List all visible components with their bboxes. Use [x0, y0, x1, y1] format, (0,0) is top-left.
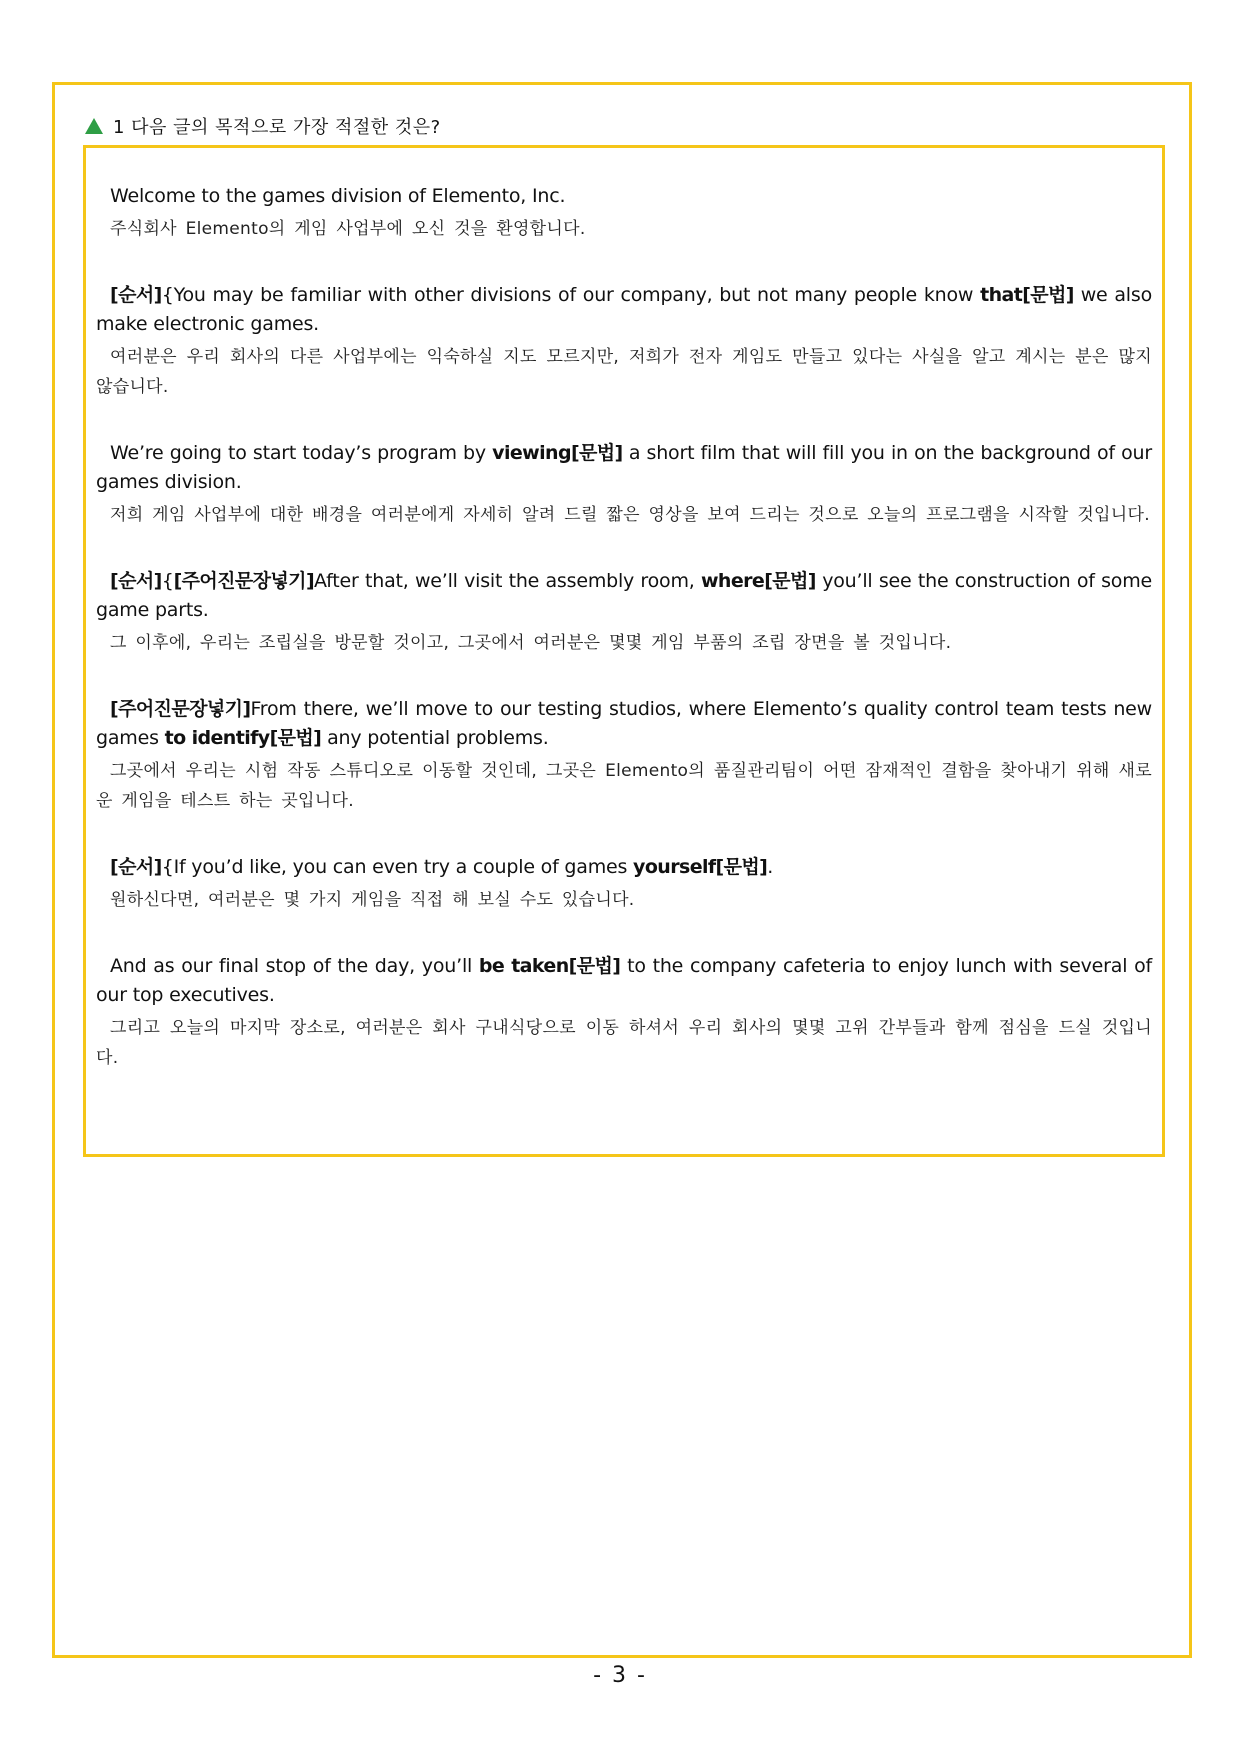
sentence-text: .: [767, 856, 774, 878]
korean-translation: 그리고 오늘의 마지막 장소로, 여러분은 회사 구내식당으로 이동 하셔서 우리 회사의 몇몇 고위 간부들과 함께 점심을 드실 것입니다.: [96, 1018, 1152, 1068]
annotation-tag: be taken[문법]: [478, 955, 621, 977]
passage-paragraph: [96, 439, 1152, 530]
annotation-tag: viewing[문법]: [492, 442, 623, 464]
sentence-text: {: [161, 570, 174, 592]
passage-paragraph: [96, 281, 1152, 402]
annotation-tag: [주어진문장넣기]: [173, 570, 315, 592]
passage-paragraph: [96, 695, 1152, 816]
passage-paragraph: [96, 182, 1152, 244]
english-sentence: [96, 695, 1152, 753]
english-sentence: [96, 439, 1152, 497]
korean-translation: 여러분은 우리 회사의 다른 사업부에는 익숙하실 지도 모르지만, 저희가 전자 게임도 만들고 있다는 사실을 알고 계시는 분은 많지 않습니다.: [96, 347, 1152, 397]
annotation-tag: [순서]: [110, 856, 162, 878]
sentence-text: you’ll see the construction of some game parts.: [96, 570, 1153, 621]
passage-paragraph: [96, 853, 1152, 915]
passage-box: [83, 145, 1165, 1157]
korean-translation: 주식회사 Elemento의 게임 사업부에 오신 것을 환영합니다.: [110, 219, 586, 239]
english-sentence: [96, 952, 1152, 1010]
question-header: [85, 113, 441, 139]
sentence-text: we also make electronic games.: [96, 284, 1152, 335]
annotation-tag: that[문법]: [980, 284, 1074, 306]
sentence-text: Welcome to the games division of Elemento, Inc.: [110, 185, 566, 207]
sentence-text: {If you’d like, you can even try a couple of games: [161, 856, 634, 878]
annotation-tag: yourself[문법]: [633, 856, 768, 878]
annotation-tag: where[문법]: [700, 570, 816, 592]
annotation-tag: [순서]: [110, 570, 162, 592]
annotation-tag: [순서]: [110, 284, 162, 306]
passage-paragraph: [96, 567, 1152, 658]
page-number: - 3 -: [593, 1663, 647, 1688]
english-sentence: [96, 853, 1152, 882]
english-sentence: [96, 281, 1152, 339]
sentence-text: any potential problems.: [321, 727, 549, 749]
sentence-text: to the company cafeteria to enjoy lunch with several of our top executives.: [96, 955, 1153, 1006]
sentence-text: After that, we’ll visit the assembly room,: [314, 570, 701, 592]
english-sentence: [96, 182, 1152, 211]
sentence-text: a short film that will fill you in on the background of our games division.: [96, 442, 1152, 493]
sentence-text: And as our final stop of the day, you’ll: [110, 955, 479, 977]
annotation-tag: to identify[문법]: [164, 727, 322, 749]
outer-frame: [52, 82, 1192, 1658]
passage-paragraph: [96, 952, 1152, 1073]
sentence-text: We’re going to start today’s program by: [110, 442, 493, 464]
sentence-text: {You may be familiar with other divisions of our company, but not many people know: [161, 284, 981, 306]
green-triangle-icon: [85, 118, 103, 134]
question-text: 1 다음 글의 목적으로 가장 적절한 것은?: [113, 117, 441, 138]
korean-translation: 원하신다면, 여러분은 몇 가지 게임을 직접 해 보실 수도 있습니다.: [110, 890, 635, 910]
korean-translation: 그 이후에, 우리는 조립실을 방문할 것이고, 그곳에서 여러분은 몇몇 게임 부품의 조립 장면을 볼 것입니다.: [110, 633, 952, 653]
korean-translation: 저희 게임 사업부에 대한 배경을 여러분에게 자세히 알려 드릴 짧은 영상을 보여 드리는 것으로 오늘의 프로그램을 시작할 것입니다.: [110, 505, 1150, 525]
annotation-tag: [주어진문장넣기]: [110, 698, 251, 720]
english-sentence: [96, 567, 1152, 625]
sentence-text: From there, we’ll move to our testing studios, where Elemento’s quality control team tests new games: [96, 698, 1152, 749]
korean-translation: 그곳에서 우리는 시험 작동 스튜디오로 이동할 것인데, 그곳은 Elemento의 품질관리팀이 어떤 잠재적인 결함을 찾아내기 위해 새로운 게임을 테스트 하는 곳입니다.: [96, 761, 1152, 811]
